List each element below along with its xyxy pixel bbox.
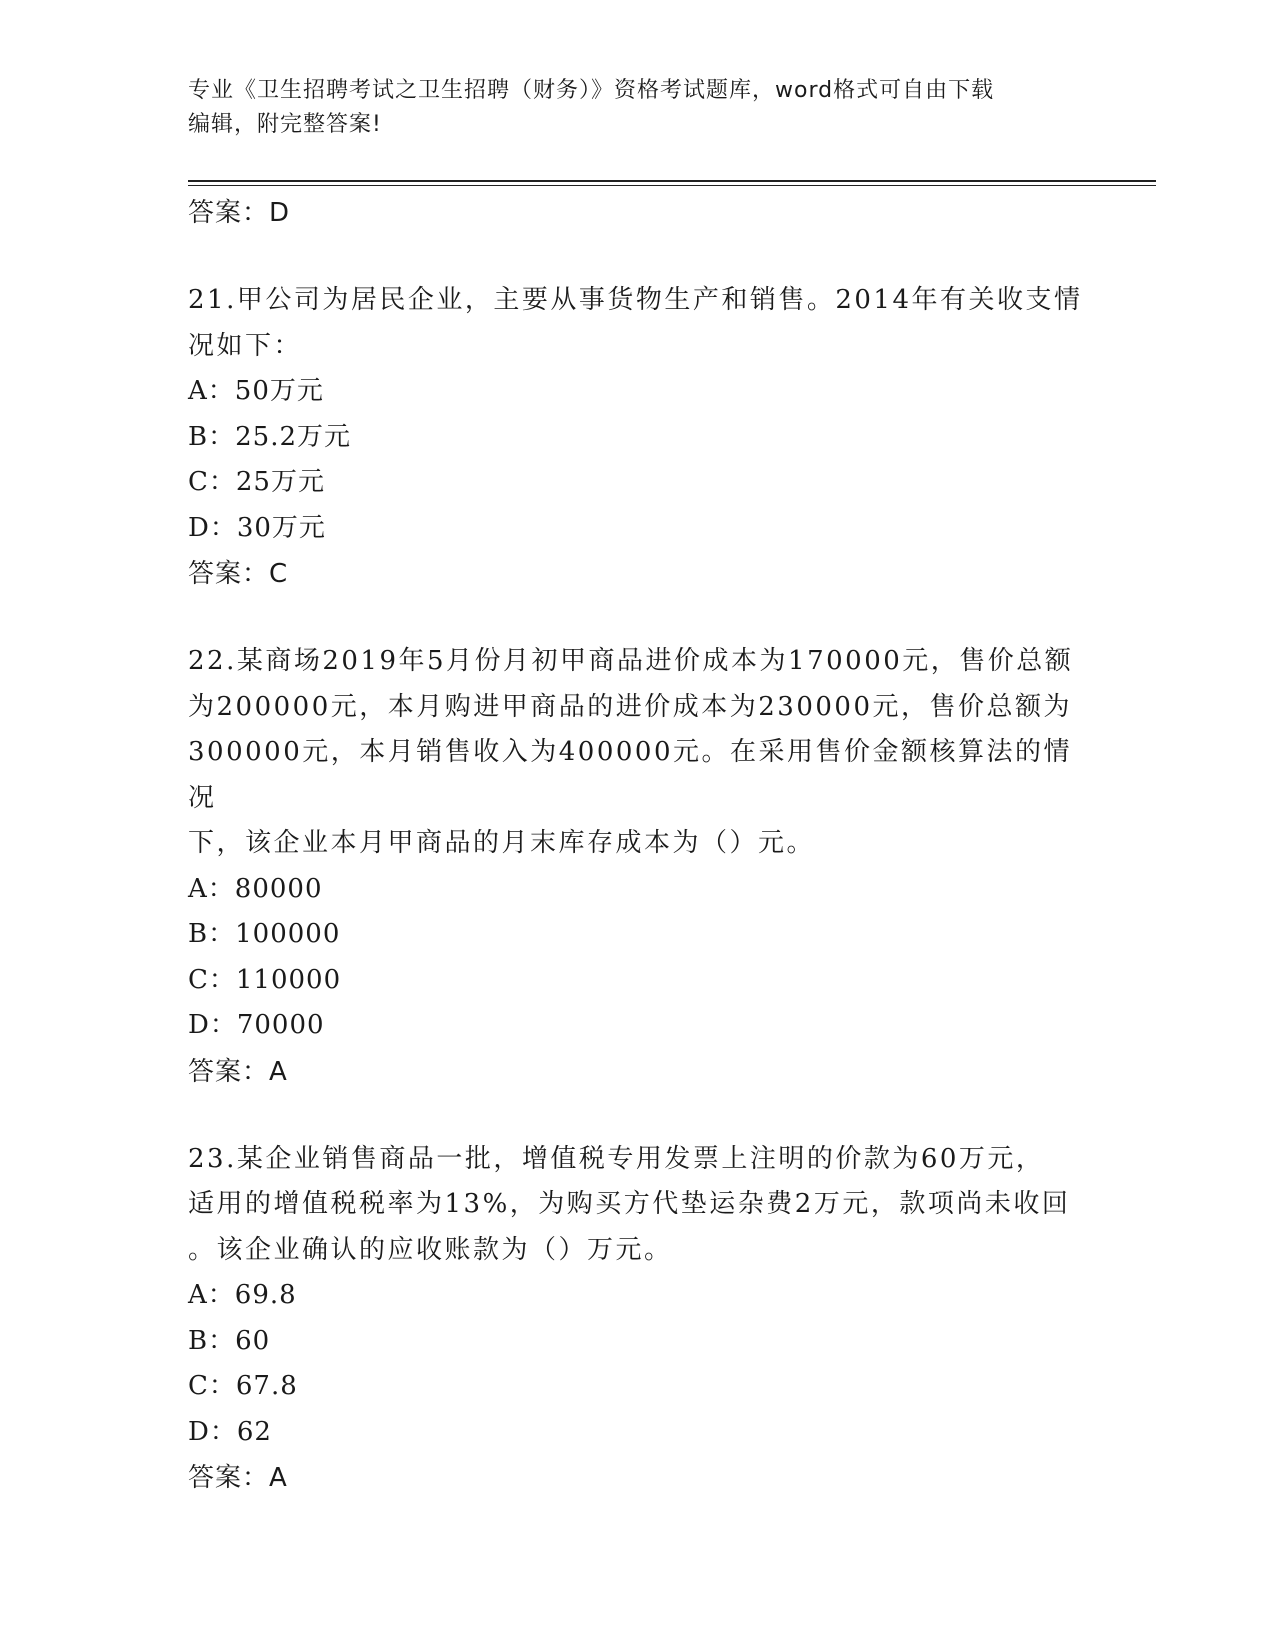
question-22 [188, 639, 1088, 1095]
option-a: A：69.8 [188, 1280, 297, 1310]
option-b: B：100000 [188, 919, 341, 949]
option-d: D：30万元 [188, 512, 326, 543]
question-list [188, 190, 1088, 1501]
answer: 答案：C [188, 559, 289, 589]
stem-line: 300000元，本月销售收入为400000元。在采用售价金额核算法的情况 [188, 737, 1073, 813]
answer: 答案：A [188, 1463, 288, 1493]
stem-line: 21.甲公司为居民企业，主要从事货物生产和销售。2014年有关收支情 [188, 285, 1083, 315]
option-c: C：110000 [188, 964, 342, 995]
option-b: B：25.2万元 [188, 421, 351, 452]
question-stem [188, 639, 1088, 867]
stem-line: 。该企业确认的应收账款为（）万元。 [188, 1234, 673, 1265]
option-d: D：62 [188, 1416, 272, 1447]
option-b: B：60 [188, 1325, 271, 1356]
stem-line: 为200000元，本月购进甲商品的进价成本为230000元，售价总额为 [188, 691, 1073, 722]
stem-line: 下，该企业本月甲商品的月末库存成本为（）元。 [188, 828, 816, 858]
header-divider-thick [188, 180, 1156, 182]
document-header [188, 74, 1088, 142]
option-a: A：50万元 [188, 376, 324, 406]
option-c: C：25万元 [188, 467, 325, 497]
previous-answer: 答案：D [188, 198, 291, 228]
stem-line: 适用的增值税税率为13%，为购买方代垫运杂费2万元，款项尚未收回 [188, 1189, 1071, 1219]
option-d: D：70000 [188, 1010, 325, 1040]
stem-line: 况如下： [188, 330, 303, 361]
header-line-1: 专业《卫生招聘考试之卫生招聘（财务）》资格考试题库，word格式可自由下载 [188, 78, 995, 103]
header-line-2: 编辑，附完整答案! [188, 112, 382, 137]
option-c: C：67.8 [188, 1371, 298, 1401]
question-21 [188, 278, 1088, 597]
stem-line: 23.某企业销售商品一批，增值税专用发票上注明的价款为60万元， [188, 1143, 1045, 1174]
header-divider-thin [188, 185, 1156, 186]
question-stem [188, 1137, 1088, 1274]
question-23 [188, 1137, 1088, 1502]
answer: 答案：A [188, 1056, 288, 1087]
stem-line: 22.某商场2019年5月份月初甲商品进价成本为170000元，售价总额 [188, 646, 1074, 676]
question-stem [188, 278, 1088, 369]
option-a: A：80000 [188, 873, 323, 904]
